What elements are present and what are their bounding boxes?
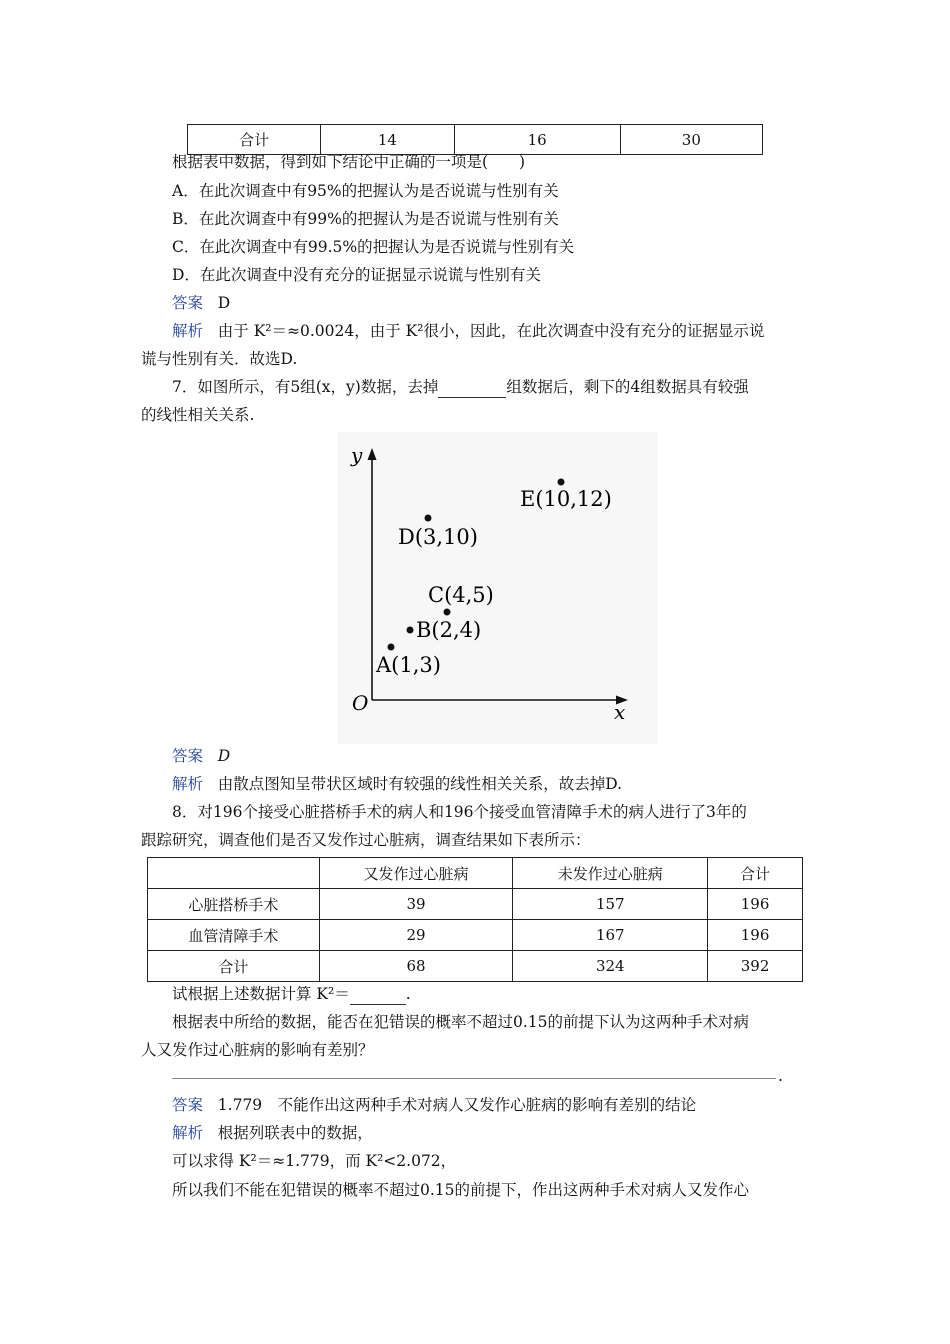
table-cell: 68 <box>319 951 513 982</box>
q6-option-a: A．在此次调查中有95%的把握认为是否说谎与性别有关 <box>172 182 559 200</box>
q7-stem-a: 7．如图所示，有5组(x，y)数据，去掉 <box>172 378 439 396</box>
point-b-label: B(2,4) <box>416 618 482 642</box>
answer-label: 答案 <box>172 294 204 312</box>
q6-stem: 根据表中数据，得到如下结论中正确的一项是( ) <box>172 153 526 171</box>
q8-table <box>147 857 803 982</box>
q7-stem-line2: 的线性相关关系. <box>141 406 255 424</box>
answer-label: 答案 <box>172 747 204 765</box>
table-row <box>148 951 803 982</box>
q6-analysis-1: 由于 K²＝≈0.0024，由于 K²很小，因此，在此次调查中没有充分的证据显示说 <box>217 322 765 340</box>
table-cell: 心脏搭桥手术 <box>148 889 320 920</box>
table-cell: 167 <box>513 920 708 951</box>
q8-stem-line1: 8．对196个接受心脏搭桥手术的病人和196个接受血管清障手术的病人进行了3年的 <box>172 803 747 821</box>
table-header-cell: 未发作过心脏病 <box>513 858 708 889</box>
table-cell: 157 <box>513 889 708 920</box>
q7-answer: D <box>217 747 231 765</box>
point-c <box>444 609 451 616</box>
table-cell: 30 <box>620 125 762 155</box>
q8-analysis-2: 可以求得 K²＝≈1.779，而 K²<2.072， <box>172 1152 457 1170</box>
analysis-label: 解析 <box>172 775 204 793</box>
q8-compute-end: . <box>405 985 411 1003</box>
q6-answer-line <box>172 293 230 313</box>
q8-stem-line2: 跟踪研究，调查他们是否又发作过心脏病，调查结果如下表所示： <box>141 831 591 849</box>
q6-answer: D <box>217 294 231 312</box>
scatter-figure <box>338 432 658 744</box>
q7-stem-line1 <box>172 377 749 398</box>
q8-answer: 1.779 不能作出这两种手术对病人又发作心脏病的影响有差别的结论 <box>217 1096 697 1114</box>
answer-blank <box>350 984 406 1005</box>
q8-analysis-1: 根据列联表中的数据， <box>217 1124 373 1142</box>
answer-label: 答案 <box>172 1096 204 1114</box>
point-c-label: C(4,5) <box>428 583 494 607</box>
point-a-label: A(1,3) <box>376 653 441 677</box>
point-e <box>558 479 565 486</box>
table-cell: 合计 <box>188 125 321 155</box>
answer-blank <box>438 377 506 398</box>
q8-question-line1: 根据表中所给的数据，能否在犯错误的概率不超过0.15的前提下认为这两种手术对病 <box>172 1013 750 1031</box>
q7-stem-b: 组数据后，剩下的4组数据具有较强 <box>506 378 749 396</box>
q8-blank-end: . <box>778 1067 783 1085</box>
q7-analysis: 由散点图知呈带状区域时有较强的线性相关关系，故去掉D. <box>217 775 623 793</box>
top-table <box>187 124 763 155</box>
point-d <box>425 515 432 522</box>
q6-option-b: B．在此次调查中有99%的把握认为是否说谎与性别有关 <box>172 210 559 228</box>
q7-answer-line <box>172 746 230 766</box>
table-cell: 196 <box>708 889 803 920</box>
q6-analysis-line <box>172 321 764 341</box>
q8-analysis-3: 所以我们不能在犯错误的概率不超过0.15的前提下，作出这两种手术对病人又发作心 <box>172 1181 750 1199</box>
table-cell: 16 <box>454 125 620 155</box>
figure-background <box>338 432 658 744</box>
table-row <box>148 889 803 920</box>
point-b <box>407 627 414 634</box>
q6-analysis-2: 谎与性别有关．故选D. <box>141 350 298 368</box>
table-cell: 14 <box>321 125 454 155</box>
table-cell: 392 <box>708 951 803 982</box>
point-d-label: D(3,10) <box>398 525 478 549</box>
q7-analysis-line <box>172 774 622 794</box>
x-axis-label: x <box>614 700 626 724</box>
answer-blank-line <box>172 1078 776 1079</box>
table-header-cell: 合计 <box>708 858 803 889</box>
q6-option-c: C．在此次调查中有99.5%的把握认为是否说谎与性别有关 <box>172 238 575 256</box>
analysis-label: 解析 <box>172 322 204 340</box>
q8-answer-line <box>172 1095 696 1115</box>
q6-option-d: D．在此次调查中没有充分的证据显示说谎与性别有关 <box>172 266 541 284</box>
table-cell: 29 <box>319 920 513 951</box>
y-axis-label: y <box>351 443 363 467</box>
table-header-cell: 又发作过心脏病 <box>319 858 513 889</box>
analysis-label: 解析 <box>172 1124 204 1142</box>
q8-compute-text: 试根据上述数据计算 K²＝ <box>172 985 350 1003</box>
point-a <box>388 644 395 651</box>
table-header-cell <box>148 858 320 889</box>
q8-analysis-line <box>172 1123 373 1143</box>
table-cell: 血管清障手术 <box>148 920 320 951</box>
point-e-label: E(10,12) <box>520 487 612 511</box>
table-cell: 196 <box>708 920 803 951</box>
origin-label: O <box>352 691 369 715</box>
q8-question-line2: 人又发作过心脏病的影响有差别？ <box>141 1041 374 1059</box>
table-cell: 合计 <box>148 951 320 982</box>
table-row <box>148 920 803 951</box>
q8-compute-line <box>172 984 411 1005</box>
table-cell: 39 <box>319 889 513 920</box>
table-cell: 324 <box>513 951 708 982</box>
